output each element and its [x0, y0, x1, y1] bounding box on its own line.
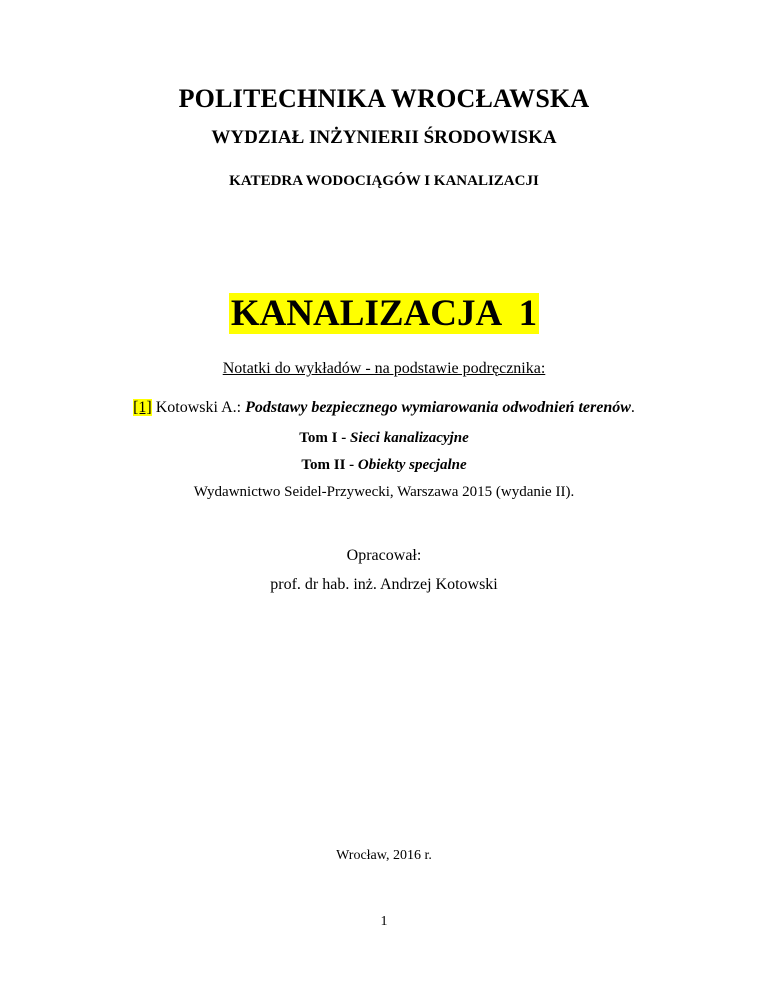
document-title: KANALIZACJA 1: [230, 293, 538, 334]
department-name: KATEDRA WODOCIĄGÓW I KANALIZACJI: [229, 173, 539, 189]
reference-number: [1]: [133, 399, 152, 416]
volume-2-line: [0, 457, 768, 474]
reference-line: [0, 399, 768, 417]
place-and-date: Wrocław, 2016 r.: [336, 848, 432, 863]
volume-2-title: Obiekty specjalne: [357, 457, 467, 473]
reference-book-title: Podstawy bezpiecznego wymiarowania odwodnień terenów: [245, 399, 631, 416]
volume-1-title: Sieci kanalizacyjne: [349, 430, 469, 446]
page-number: 1: [380, 914, 388, 929]
volume-1-line: [0, 430, 768, 447]
volume-2-label: Tom II -: [301, 457, 358, 473]
prepared-by-author: prof. dr hab. inż. Andrzej Kotowski: [270, 576, 498, 593]
publisher-line: Wydawnictwo Seidel-Przywecki, Warszawa 2015 (wydanie II).: [193, 484, 575, 500]
prepared-by-label: Opracował:: [346, 547, 422, 564]
notes-intro: Notatki do wykładów - na podstawie podręcznika:: [222, 360, 546, 377]
reference-author: Kotowski A.:: [151, 399, 246, 416]
university-name: POLITECHNIKA WROCŁAWSKA: [178, 84, 590, 113]
document-title-row: [0, 292, 768, 335]
volume-1-label: Tom I -: [299, 430, 350, 446]
reference-end: .: [630, 399, 635, 416]
faculty-name: WYDZIAŁ INŻYNIERII ŚRODOWISKA: [211, 127, 557, 148]
